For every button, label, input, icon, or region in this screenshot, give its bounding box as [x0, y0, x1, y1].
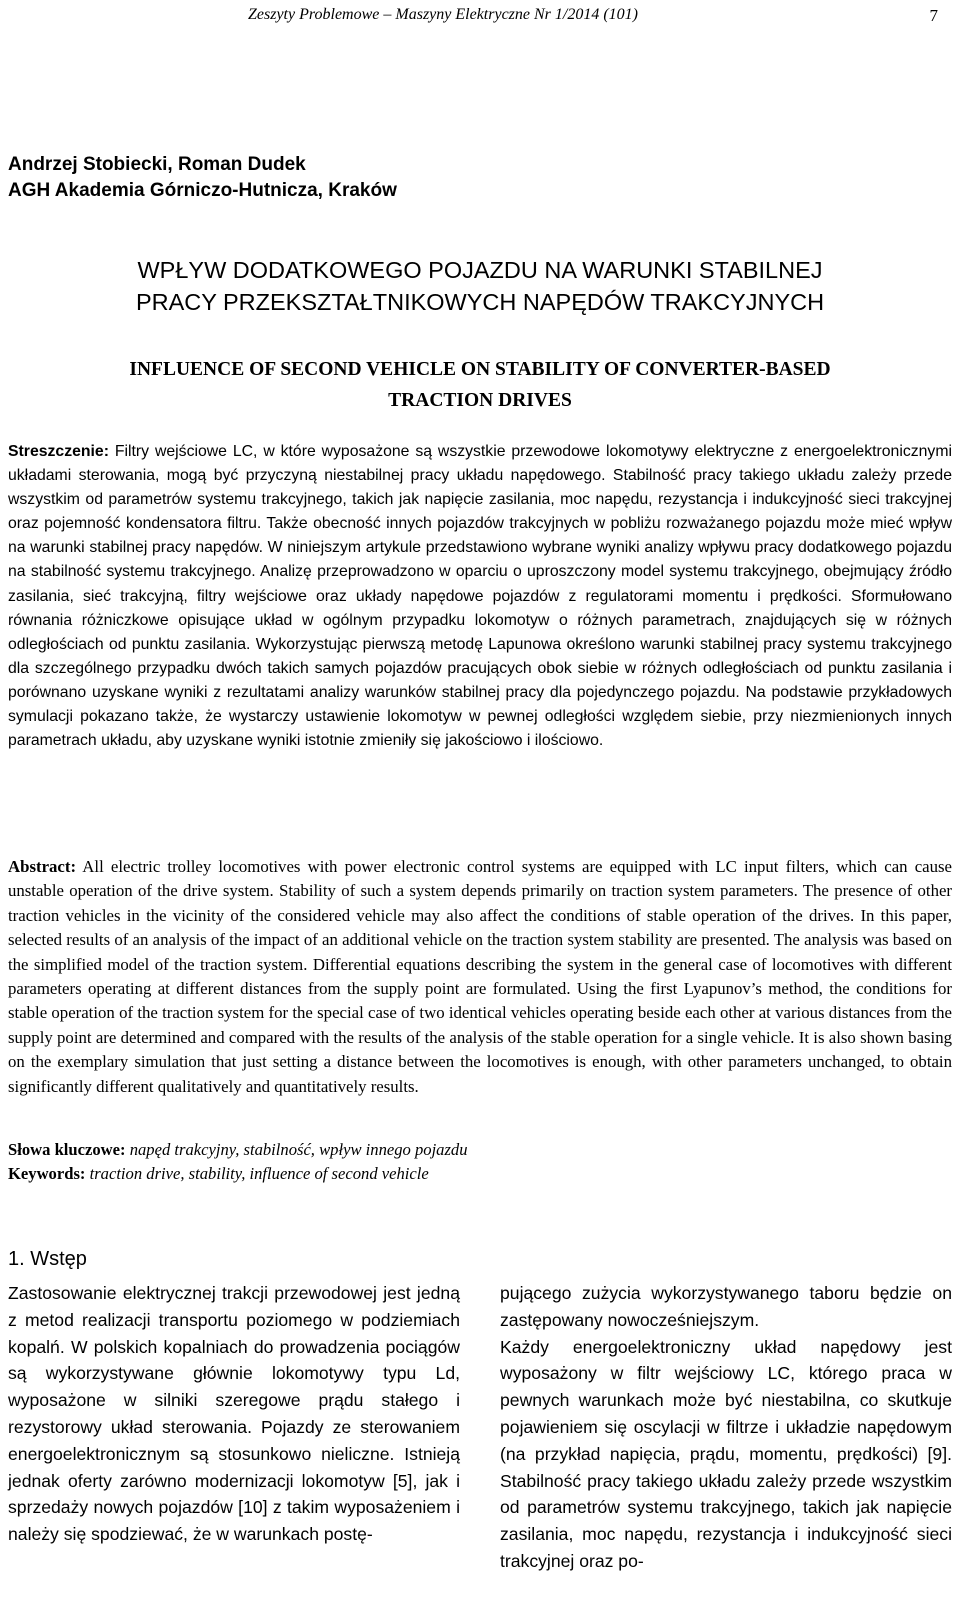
abstract-polish [8, 440, 952, 753]
author-names: Andrzej Stobiecki, Roman Dudek [8, 154, 306, 175]
keywords-polish-value: napęd trakcyjny, stabilność, wpływ innego pojazdu [125, 1140, 468, 1159]
title-polish-line-1: WPŁYW DODATKOWEGO POJAZDU NA WARUNKI STABILNEJ [137, 257, 823, 283]
keywords-english-label: Keywords: [8, 1164, 86, 1183]
keywords-polish [8, 1138, 952, 1162]
page-number: 7 [929, 6, 938, 25]
running-header [0, 6, 960, 32]
author-affiliation: AGH Akademia Górniczo-Hutnicza, Kraków [8, 180, 397, 201]
title-polish-line-2: PRACY PRZEKSZTAŁTNIKOWYCH NAPĘDÓW TRAKCYJNYCH [135, 289, 825, 315]
abstract-english [8, 855, 952, 1099]
title-english-line-2: TRACTION DRIVES [388, 390, 572, 411]
keywords-polish-label: Słowa kluczowe: [8, 1140, 126, 1159]
abstract-polish-text: Filtry wejściowe LC, w które wyposażone są wszystkie przewodowe lokomotywy elektryczne z energoelektronicznymi układami sterowania, mogą być przyczyną niestabilnej pracy układu napędowego. Stabilność pracy takiego układu zależy przede wszystkim od parametrów systemu trakcyjnego, takich jak napięcie zasilania, moc napędu, rezystancja i indukcyjność sieci trakcyjnej oraz pojemność kondensatora filtru. Także obecność innych pojazdów trakcyjnych w pobliżu rozważanego pojazdu może mieć wpływ na warunki stabilnej pracy napędów. W niniejszym artykule przedstawiono wybrane wyniki analizy wpływu pracy dodatkowego pojazdu na stabilność systemu trakcyjnego. Analizę przeprowadzono w oparciu o uproszczony model systemu trakcyjnego, obejmujący źródło zasilania, sieć trakcyjną, filtry wejściowe oraz układy napędowe pojazdów z regulatorami momentu i prędkości. Sformułowano równania różniczkowe opisujące układ w ogólnym przypadku lokomotyw o różnych parametrach, znajdujących się w różnych odległościach od punktu zasilania. Wykorzystując pierwszą metodę Lapunowa określono warunki stabilnej pracy systemu trakcyjnego dla szczególnego przypadku dwóch takich samych pojazdów pracujących obok siebie w różnych odległościach od punktu zasilania i porównano uzyskane wyniki z rezultatami analizy warunków stabilnej pracy dla pojedynczego pojazdu. Na podstawie przykładowych symulacji pokazano także, że wystarczy ustawienie lokomotyw w pewnej odległości względem siebie, przy niezmienionych innych parametrach układu, aby uzyskane wyniki istotnie zmieniły się jakościowo i ilościowo. [8, 443, 952, 750]
abstract-english-label: Abstract: [8, 857, 77, 876]
keywords-english-value: traction drive, stability, influence of second vehicle [85, 1164, 429, 1183]
section-heading: 1. Wstęp [8, 1248, 87, 1270]
author-block [8, 152, 397, 204]
title-english-line-1: INFLUENCE OF SECOND VEHICLE ON STABILITY OF CONVERTER-BASED [129, 359, 831, 380]
keywords-english [8, 1162, 952, 1186]
body-right-paragraph-2: Każdy energoelektroniczny układ napędowy jest wyposażony w filtr wejściowy LC, którego praca w pewnych warunkach może być niestabilna, co skutkuje pojawieniem się oscylacji w filtrze i układzie napędowym (na przykład napięcia, prądu, momentu, prędkości) [9]. Stabilność pracy takiego układu zależy przede wszystkim od parametrów systemu trakcyjnego, takich jak napięcie zasilania, moc napędu, rezystancja i indukcyjność sieci trakcyjnej oraz po- [500, 1336, 952, 1571]
journal-title: Zeszyty Problemowe – Maszyny Elektryczne Nr 1/2014 (101) [248, 6, 638, 23]
title-english [8, 354, 952, 416]
abstract-polish-label: Streszczenie: [8, 443, 109, 460]
body-right-column [500, 1280, 952, 1575]
body-left-column: Zastosowanie elektrycznej trakcji przewodowej jest jedną z metod realizacji transportu poziomego w podziemiach kopalń. W polskich kopalniach do prowadzenia pociągów są wykorzystywane głównie lokomotywy typu Ld, wyposażone w silniki szeregowe prądu stałego i rezystorowy układ sterowania. Pojazdy ze sterowaniem energoelektronicznym są stosunkowo nieliczne. Istnieją jednak oferty zarówno modernizacji lokomotyw [5], jak i sprzedaży nowych pojazdów [10] z takim wyposażeniem i należy się spodziewać, że w warunkach postę- [8, 1283, 460, 1545]
abstract-english-text: All electric trolley locomotives with power electronic control systems are equipped with LC input filters, which can cause unstable operation of the drive system. Stability of such a system depends primarily on traction system parameters. The presence of other traction vehicles in the vicinity of the considered vehicle may also affect the conditions of stable operation of the drives. In this paper, selected results of an analysis of the impact of an additional vehicle on the traction system stability are presented. The analysis was based on the simplified model of the traction system. Differential equations describing the system in the general case of locomotives with different parameters operating at different distances from the supply point are formulated. Using the first Lyapunov’s method, the conditions for stable operation of the traction system for the special case of two identical vehicles operating beside each other at various distances from the supply point are determined and compared with the results of the analysis of the stable operation for a single vehicle. It is also shown basing on the exemplary simulation that just setting a distance between the locomotives is enough, with other parameters unchanged, to obtain significantly different qualitatively and quantitatively results. [8, 857, 952, 1096]
body-right-paragraph-1: pującego zużycia wykorzystywanego taboru będzie on zastępowany nowocześniejszym. [500, 1283, 952, 1330]
title-polish [8, 254, 952, 318]
